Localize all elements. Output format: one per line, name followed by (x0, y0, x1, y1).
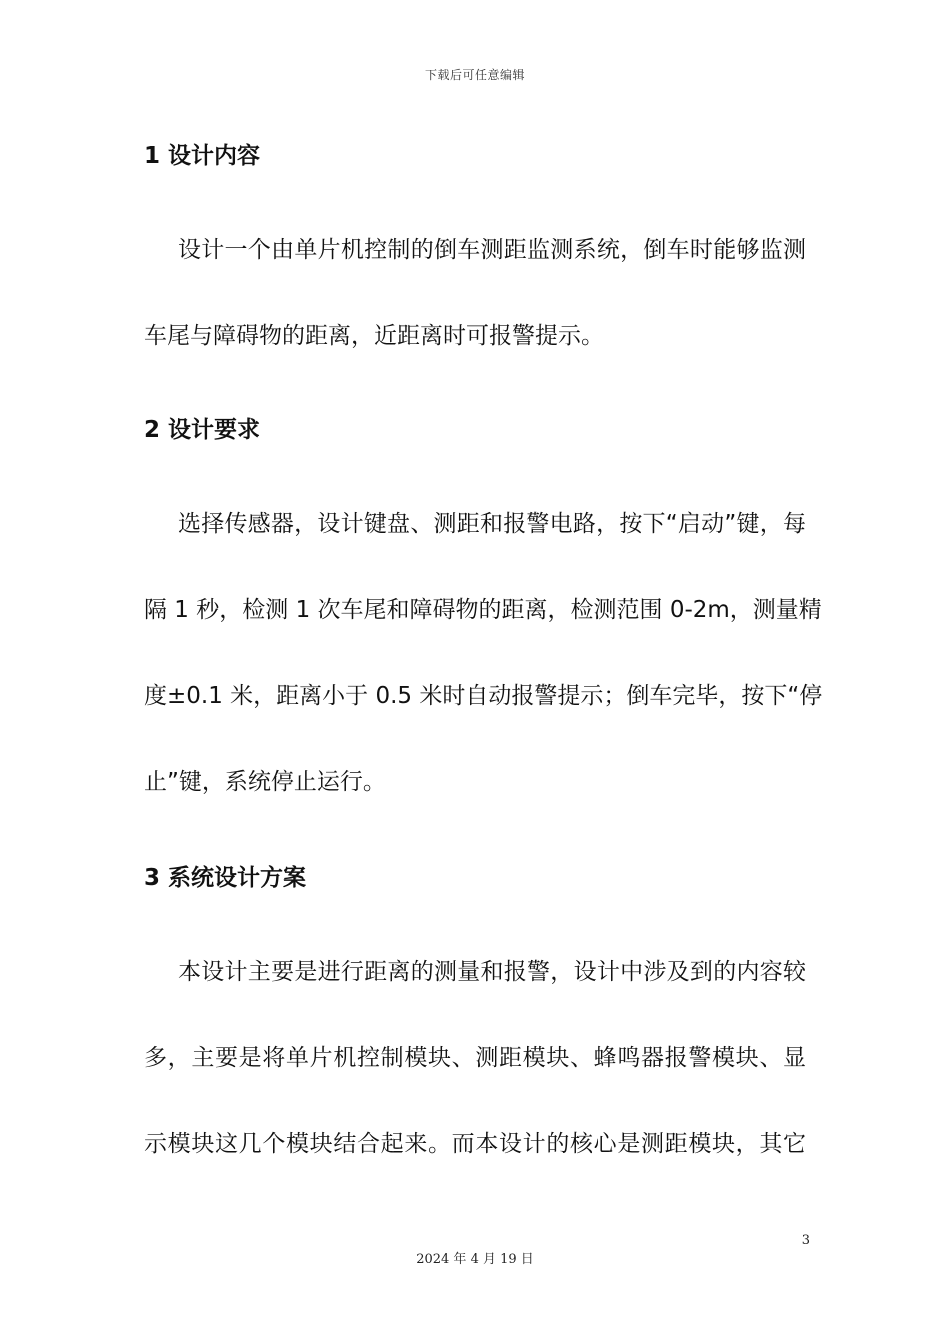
page-number: 3 (801, 1233, 810, 1248)
paragraph-line: 度±0.1 米，距离小于 0.5 米时自动报警提示；倒车完毕，按下“停 (144, 683, 823, 709)
header-note: 下载后可任意编辑 (424, 68, 525, 82)
section-heading-3: 3 系统设计方案 (144, 865, 307, 891)
section-heading-2: 2 设计要求 (144, 417, 261, 443)
paragraph-line: 止”键，系统停止运行。 (144, 769, 386, 795)
paragraph-line: 示模块这几个模块结合起来。而本设计的核心是测距模块，其它 (144, 1131, 806, 1157)
footer-date: 2024 年 4 月 19 日 (416, 1252, 534, 1267)
paragraph-line: 本设计主要是进行距离的测量和报警，设计中涉及到的内容较 (178, 959, 806, 985)
section-heading-1: 1 设计内容 (144, 143, 261, 169)
paragraph-line: 车尾与障碍物的距离，近距离时可报警提示。 (144, 323, 604, 349)
paragraph-line: 多，主要是将单片机控制模块、测距模块、蜂鸣器报警模块、显 (144, 1045, 806, 1071)
paragraph-line: 选择传感器，设计键盘、测距和报警电路，按下“启动”键，每 (178, 511, 806, 537)
paragraph-line: 设计一个由单片机控制的倒车测距监测系统，倒车时能够监测 (178, 237, 806, 263)
paragraph-line: 隔 1 秒，检测 1 次车尾和障碍物的距离，检测范围 0-2m，测量精 (144, 597, 822, 623)
